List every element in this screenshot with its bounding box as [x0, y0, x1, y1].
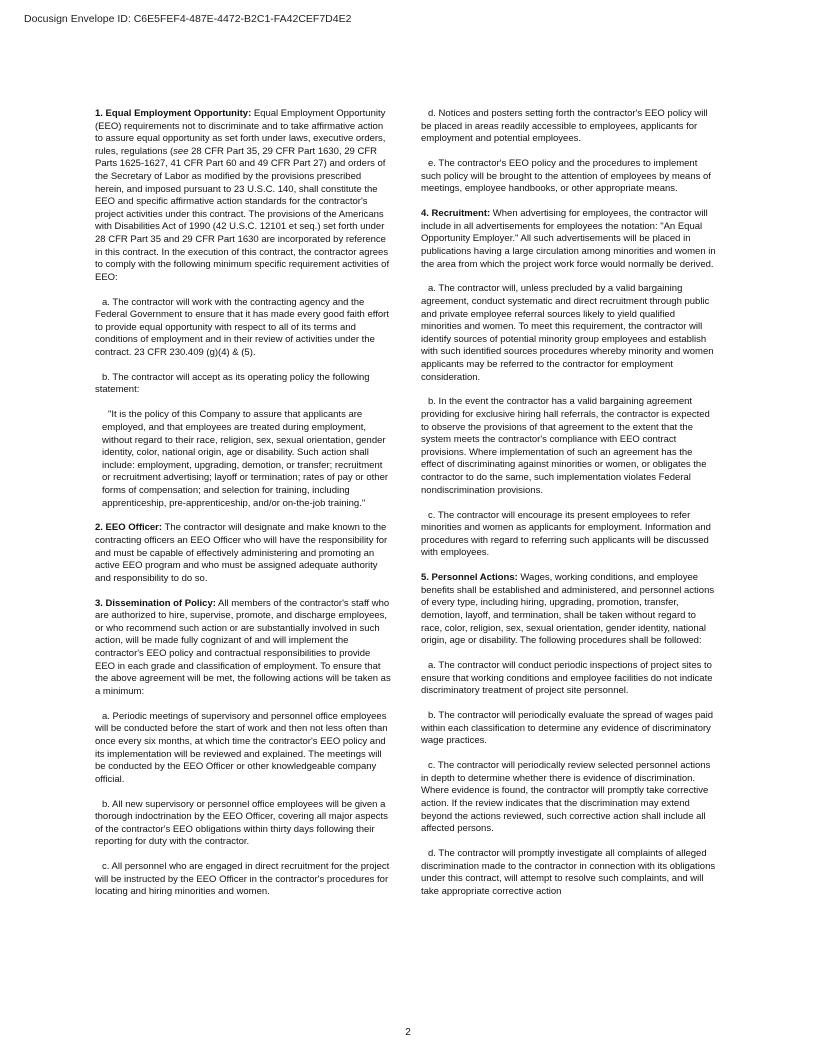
section-5d-paragraph: d. The contractor will promptly investigate all complaints of alleged discrimination made to the contractor in connection with its obligations under this contract, will attempt to resolve such complaints, and will take appropriate corrective action: [421, 848, 716, 897]
section-1-text-a: Equal Employment Opportunity (EEO) requirements not to discriminate and to take affirmative action to assure equal opportunity as set forth under laws, executive orders, rules, regulations (: [95, 108, 386, 157]
section-1-see: see: [173, 145, 189, 157]
section-5-paragraph: [421, 572, 717, 648]
section-4-heading: 4. Recruitment:: [421, 208, 491, 220]
section-5a-paragraph: a. The contractor will conduct periodic inspections of project sites to ensure that working conditions and employee facilities do not indicate discriminatory treatment of project site personnel.: [421, 660, 713, 697]
section-2-heading: 2. EEO Officer:: [95, 522, 163, 534]
section-3a-paragraph: a. Periodic meetings of supervisory and personnel office employees will be conducted before the start of work and then not less often than once every six months, at which time the contractor's EEO policy and its implementation will be reviewed and explained. The meetings will be conducted by the EEO Officer or other knowledgeable company official.: [95, 710, 388, 785]
section-4-paragraph: [421, 208, 717, 271]
section-2-paragraph: [95, 522, 392, 585]
section-4b-paragraph: b. In the event the contractor has a valid bargaining agreement providing for exclusive hiring hall referrals, the contractor is expected to observe the provisions of that agreement to the extent that the system meets the contractor's compliance with EEO contract provisions. Where implementation of such an agreement has the effect of discriminating against minorities or women, or obligates the contractor to do the same, such implementation violates Federal nondiscrimination provisions.: [421, 396, 710, 496]
section-1-paragraph: [95, 108, 392, 284]
section-1b-paragraph: b. The contractor will accept as its operating policy the following statement:: [95, 371, 370, 396]
section-3c-paragraph: c. All personnel who are engaged in direct recruitment for the project will be instructed by the EEO Officer in the contractor's procedures for locating and hiring minorities and women.: [95, 861, 390, 898]
section-4-text: When advertising for employees, the contractor will include in all advertisements for employees the notation: "An Equal Opportunity Employer." All such advertisements will be placed in publications having a large circulation among minorities and women in the area from which the project work force would normally be derived.: [421, 208, 716, 270]
section-3-paragraph: [95, 598, 392, 699]
section-3d-paragraph: d. Notices and posters setting forth the contractor's EEO policy will be placed in areas readily accessible to employees, applicants for employment and potential employees.: [421, 108, 708, 145]
section-5b-paragraph: b. The contractor will periodically evaluate the spread of wages paid within each classification to determine any evidence of discriminatory wage practices.: [421, 710, 713, 747]
section-1-heading: 1. Equal Employment Opportunity:: [95, 108, 252, 119]
section-1a-paragraph: a. The contractor will work with the contracting agency and the Federal Government to ensure that it has made every good faith effort to provide equal opportunity with respect to all of its terms and conditions of employment and in their review of activities under the contract. 23 CFR 230.409 (g)(4) & (5).: [95, 296, 389, 358]
section-5-text: Wages, working conditions, and employee benefits shall be established and administered, and personnel actions of every type, including hiring, upgrading, promotion, transfer, demotion, layoff, and termination, shall be taken without regard to race, color, religion, sex, sexual orientation, gender identity, national origin, age or disability. The following procedures shall be followed:: [421, 572, 715, 647]
page-number: 2: [405, 1027, 411, 1038]
envelope-id: Docusign Envelope ID: C6E5FEF4-487E-4472-B2C1-FA42CEF7D4E2: [24, 13, 352, 25]
section-3-text: All members of the contractor's staff who are authorized to hire, supervise, promote, and discharge employees, or who recommend such action or are substantially involved in such action, will be made fully cognizant of and will implement the contractor's EEO policy and contractual responsibilities to provide EEO in each grade and classification of employment. To ensure that the above agreement will be met, the following actions will be taken as a minimum:: [95, 597, 391, 697]
section-1-text-b: 28 CFR Part 35, 29 CFR Part 1630, 29 CFR Parts 1625-1627, 41 CFR Part 60 and 49 CFR Part 27) and orders of the Secretary of Labor as modified by the provisions prescribed herein, and imposed pursuant to 23 U.S.C. 140, shall constitute the EEO and specific affirmative action standards for the contractor's project activities under this contract. The provisions of the Americans with Disabilities Act of 1990 (42 U.S.C. 12101 et seq.) set forth under 28 CFR Part 35 and 29 CFR Part 1630 are incorporated by reference in this contract. In the execution of this contract, the contractor agrees to comply with the following minimum specific requirement activities of EEO:: [95, 145, 390, 283]
policy-statement-quote: "It is the policy of this Company to assure that applicants are employed, and that employees are treated during employment, without regard to their race, religion, sex, sexual orientation, gender identity, color, national origin, age or disability. Such action shall include: employment, upgrading, demotion, or transfer; recruitment or recruitment advertising; layoff or termination; rates of pay or other forms of compensation; and selection for training, including apprenticeship, pre-apprenticeship, and/or on-the-job training.": [102, 409, 389, 509]
section-3-heading: 3. Dissemination of Policy:: [95, 597, 216, 609]
section-2-text: The contractor will designate and make known to the contracting officers an EEO Officer who will have the responsibility for and must be capable of effectively administering and promoting an active EEO program and who must be assigned adequate authority and responsibility to do so.: [95, 522, 388, 584]
section-4c-paragraph: c. The contractor will encourage its present employees to refer minorities and women as applicants for employment. Information and procedures with regard to referring such applicants will be discussed with employees.: [421, 509, 711, 559]
section-4a-paragraph: a. The contractor will, unless precluded by a valid bargaining agreement, conduct systematic and direct recruitment through public and private employee referral sources likely to yield qualified minorities and women. To meet this requirement, the contractor will identify sources of potential minority group employees and establish with such identified sources procedures whereby minority and women applicants may be referred to the contractor for employment consideration.: [421, 283, 714, 383]
section-3b-paragraph: b. All new supervisory or personnel office employees will be given a thorough indoctrination by the EEO Officer, covering all major aspects of the contractor's EEO obligations within thirty days following their reporting for duty with the contractor.: [95, 798, 388, 848]
section-3e-paragraph: e. The contractor's EEO policy and the procedures to implement such policy will be brought to the attention of employees by means of meetings, employee handbooks, or other appropriate means.: [421, 158, 711, 195]
right-column: [421, 108, 717, 911]
section-5-heading: 5. Personnel Actions:: [421, 572, 518, 584]
left-column: [95, 108, 392, 911]
section-5c-paragraph: c. The contractor will periodically review selected personnel actions in depth to determine whether there is evidence of discrimination. Where evidence is found, the contractor will promptly take corrective action. If the review indicates that the discrimination may extend beyond the actions reviewed, such corrective action shall include all affected persons.: [421, 760, 711, 835]
